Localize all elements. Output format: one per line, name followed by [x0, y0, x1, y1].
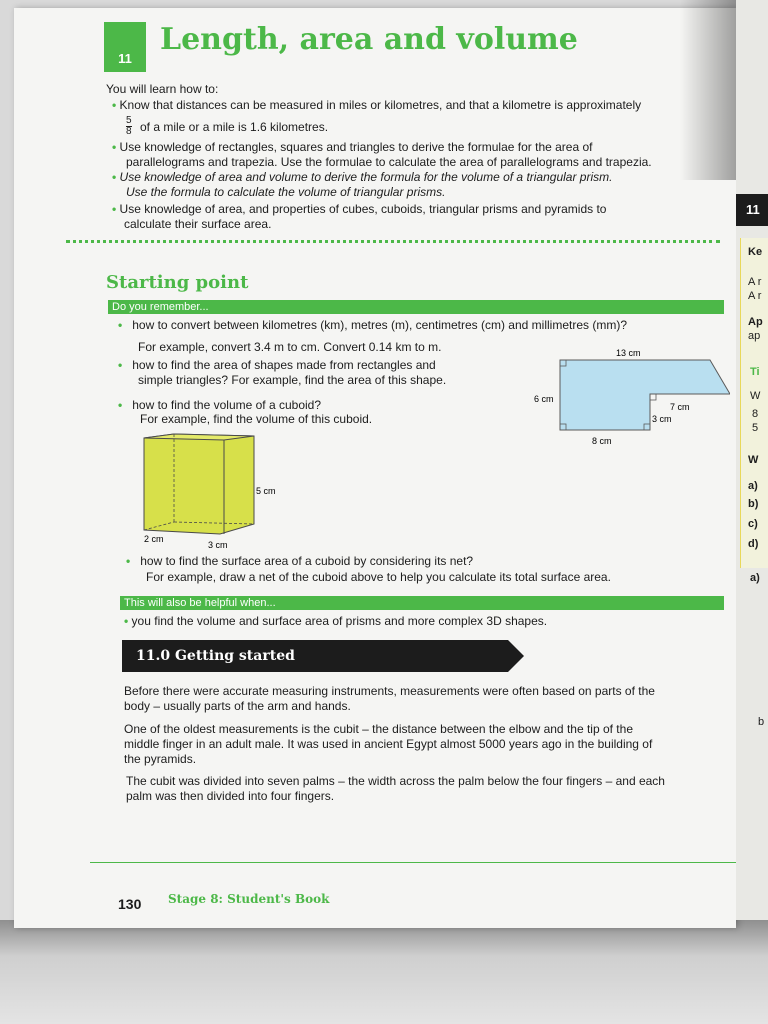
paragraph-line: Before there were accurate measuring instruments, measurements were often based on parts of the — [124, 684, 655, 698]
sp-item: For example, convert 3.4 m to cm. Convert 0.14 km to m. — [138, 340, 442, 354]
facing-text: a) — [750, 572, 760, 584]
composite-shape-diagram — [530, 344, 730, 448]
remember-bar: Do you remember... — [108, 300, 724, 314]
label-right: 7 cm — [670, 402, 690, 412]
sp-item: • how to find the area of shapes made from rectangles and — [118, 358, 436, 372]
intro-item: calculate their surface area. — [124, 217, 272, 231]
cuboid-body — [144, 434, 254, 534]
intro-item: • Use knowledge of rectangles, squares and triangles to derive the formulae for the area of — [112, 140, 593, 154]
label-inner: 3 cm — [652, 414, 672, 424]
sp-item: For example, draw a net of the cuboid above to help you calculate its total surface area. — [146, 570, 611, 584]
label-width: 3 cm — [208, 540, 228, 550]
intro-item: • Use knowledge of area and volume to derive the formula for the volume of a triangular prism. — [112, 170, 613, 184]
label-left: 6 cm — [534, 394, 554, 404]
chapter-number-badge: 11 — [104, 22, 146, 72]
paragraph-line: One of the oldest measurements is the cubit – the distance between the elbow and the tip of the — [124, 722, 633, 736]
facing-text: b — [758, 716, 765, 728]
cuboid-diagram — [140, 428, 300, 552]
paragraph-line: the pyramids. — [124, 752, 197, 766]
facing-page-tab: 11 — [736, 194, 768, 226]
dotted-divider — [66, 240, 720, 243]
label-depth: 2 cm — [144, 534, 164, 544]
facing-text: a) — [748, 480, 758, 492]
sp-item: For example, find the volume of this cuboid. — [140, 412, 373, 426]
facing-text: W — [750, 390, 761, 402]
facing-text: A r — [748, 290, 762, 302]
footer-line — [90, 862, 736, 863]
sp-item: • how to find the surface area of a cuboid by considering its net? — [126, 554, 474, 568]
facing-text: d) — [748, 538, 759, 550]
intro-heading: You will learn how to: — [106, 82, 219, 96]
binding-shadow — [680, 0, 736, 180]
facing-page — [736, 0, 768, 920]
facing-text: W — [748, 454, 759, 466]
sp-item: • how to find the volume of a cuboid? — [118, 398, 322, 412]
facing-text: c) — [748, 518, 758, 530]
facing-text: Ke — [748, 246, 763, 258]
label-height: 5 cm — [256, 486, 276, 496]
intro-item: Use the formula to calculate the volume of triangular prisms. — [126, 185, 446, 199]
facing-text: Ap — [748, 316, 763, 328]
paragraph-line: middle finger in an adult male. It was used in ancient Egypt almost 5000 years ago in the building of — [124, 737, 653, 751]
intro-item: of a mile or a mile is 1.6 kilometres. — [140, 120, 329, 134]
sp-item: • how to convert between kilometres (km), metres (m), centimetres (cm) and millimetres (mm)? — [118, 318, 627, 332]
getting-started-banner: 11.0 Getting started — [122, 640, 508, 672]
facing-text: A r — [748, 276, 762, 288]
bottom-shadow — [0, 920, 768, 1024]
composite-shape — [560, 360, 730, 430]
facing-text: Ti — [750, 366, 760, 378]
paragraph-line: body – usually parts of the arm and hands. — [124, 699, 351, 713]
section-title: Starting point — [106, 272, 249, 293]
helpful-item: • you find the volume and surface area of prisms and more complex 3D shapes. — [124, 614, 548, 628]
facing-text: 8 — [752, 408, 759, 420]
paragraph-line: palm was then divided into four fingers. — [126, 789, 335, 803]
label-top: 13 cm — [616, 348, 641, 358]
intro-item: • Use knowledge of area, and properties of cubes, cuboids, triangular prisms and pyramids to — [112, 202, 607, 216]
helpful-bar: This will also be helpful when... — [120, 596, 724, 610]
paragraph-line: The cubit was divided into seven palms – the width across the palm below the four fingers – and each — [126, 774, 665, 788]
facing-text: b) — [748, 498, 759, 510]
right-angle-mark — [650, 394, 656, 400]
intro-item: • Know that distances can be measured in miles or kilometres, and that a kilometre is approximately — [112, 98, 642, 112]
label-bottom: 8 cm — [592, 436, 612, 446]
chapter-title: Length, area and volume — [160, 22, 578, 57]
sp-item: simple triangles? For example, find the area of this shape. — [138, 373, 447, 387]
banner-arrow — [508, 640, 524, 672]
facing-text: ap — [748, 330, 761, 342]
facing-text: 5 — [752, 422, 759, 434]
intro-item: parallelograms and trapezia. Use the formulae to calculate the area of parallelograms and trapezia. — [126, 155, 652, 169]
fraction: $\frac{5}{8}$ — [126, 115, 132, 137]
book-title: Stage 8: Student's Book — [168, 892, 330, 906]
page-number: 130 — [118, 896, 142, 912]
